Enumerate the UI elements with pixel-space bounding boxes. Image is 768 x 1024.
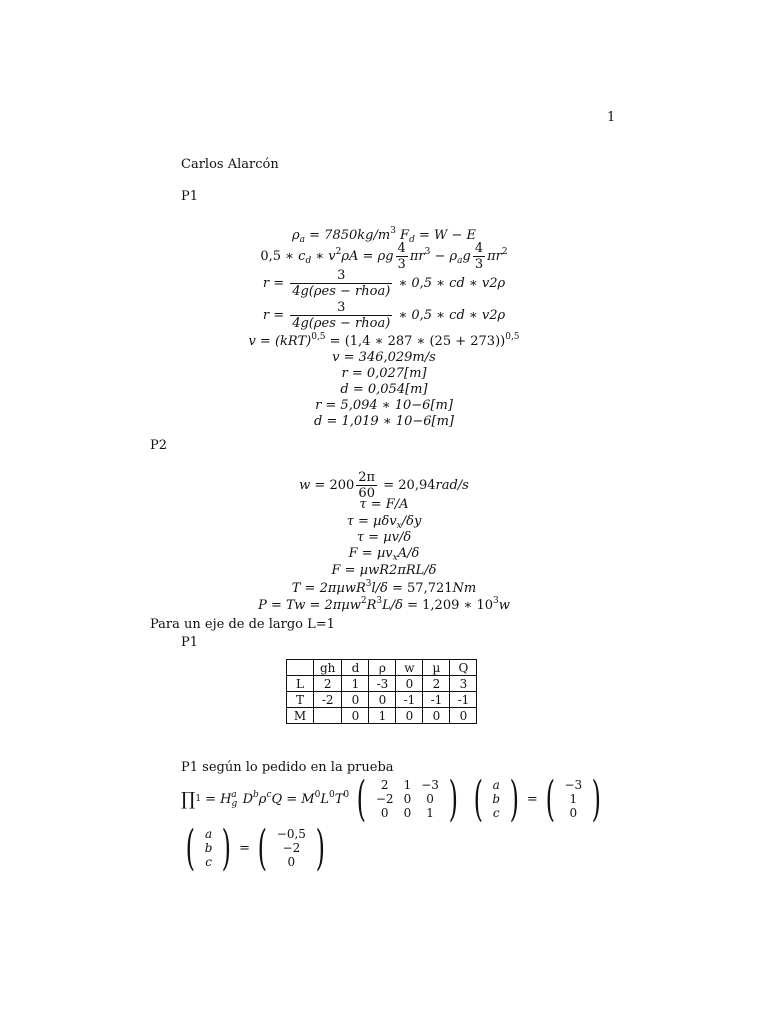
table-row [287,676,477,692]
table-row [287,692,477,708]
vector-cell: 0 [569,806,578,820]
equation-torque: T = 2πµwR$^3$l/δ = 57,721Nm [291,579,477,596]
table-cell [314,708,342,724]
table-cell: -1 [423,692,450,708]
matrix-cell: 0 [403,806,412,820]
equation-force-balance: 0,5 ∗ $c_d$ ∗ $v^2\rho A = \rho g$ $\frac{4}{3}$ $\pi r^3 - \rho_ag$ $\frac{4}{3}$ $\pi r^2$ [260,241,508,272]
table-header-cell: d [342,660,369,676]
vector-cell: 0 [287,855,296,869]
radius-tail: ∗ 0,5 ∗ cd ∗ v2ρ [398,308,506,323]
table-header-cell: w [396,660,423,676]
solution-vector: ( −0,5 −2 0 ) [257,820,325,876]
pi-lhs: = $H_g^a$ $D^b\rho^cQ = M^0L^0T^0$ [205,789,350,809]
equation-shear-2: τ = µδv$_x$/δy [346,514,422,531]
matrix-cell: 0 [403,792,412,806]
table-cell: 0 [396,708,423,724]
table-cell: 0 [450,708,477,724]
vector-cell: b [204,841,213,855]
vector-cell: 1 [569,792,578,806]
table-cell: 0 [342,708,369,724]
dimensional-table [286,659,477,724]
vector-cell: −3 [564,778,583,792]
equation-shear-1: τ = F/A [359,497,409,512]
vector-cell: −2 [282,841,301,855]
table-cell: 0 [423,708,450,724]
vector-cell: c [205,855,212,869]
radius-fraction-denominator: 4g(ρes − rhoa) [292,316,391,331]
table-row [287,708,477,724]
equation-result-2: d = 0,054[m] [340,382,428,397]
matrix-cell: 1 [426,806,434,820]
equation-result-3: r = 5,094 ∗ 10−6[m] [315,398,453,413]
matrix-cell: 2 [380,778,389,792]
equation-power: $P = Tw = 2\pi\mu w^2R^3L/\delta = 1,209$ ∗ $10^3w$ [258,596,510,613]
author-name: Carlos Alarcón [181,157,279,172]
equation-result-1: r = 0,027[m] [341,366,427,381]
paragraph-shaft-length: Para un eje de de largo L=1 [150,617,335,632]
table-cell: T [287,692,314,708]
matrix-cell: −2 [375,792,394,806]
table-cell: 1 [342,676,369,692]
pi-group-equation: ∏ 1 = $H_g^a$ $D^b\rho^cQ = M^0L^0T^0$ ( 2 1 −3 −2 0 0 0 0 1 ) ( a b c ) = ( −3 1 0 ) [181,775,609,823]
unknown-vector: ( a b c ) [185,820,232,876]
vector-cell: c [492,806,500,820]
section-heading-p1-dimensional: P1 [181,635,199,650]
table-header-cell: gh [314,660,342,676]
section-heading-p1: P1 [181,189,199,204]
equation-radius-2: r = $\frac{3}{\text{4g(ρes − rhoa)}}$ ∗ 0,5 ∗ cd ∗ v2ρ [262,300,506,331]
equation-velocity: v = (kRT)$^{0,5}$ = (1,4 ∗ 287 ∗ (25 + 273))$^{0,5}$ [248,332,520,349]
matrix-cell: −3 [421,778,439,792]
equation-radius-1: r = $\frac{3}{\text{4g(ρes − rhoa)}}$ ∗ 0,5 ∗ cd ∗ v2ρ [262,268,506,299]
equation-density: $\rho_a = 7850kg/m^3$ $F_d = W - E$ [291,226,477,245]
solution-equation: ( a b c ) = ( −0,5 −2 0 ) [181,824,333,872]
radius-fraction-numerator: 3 [290,300,392,316]
section-heading-p1-test: P1 según lo pedido en la prueba [181,760,394,775]
equation-result-4: d = 1,019 ∗ 10−6[m] [314,414,454,429]
table-header-cell [287,660,314,676]
matrix-cell: 0 [426,792,434,806]
radius-fraction-denominator: 4g(ρes − rhoa) [292,284,391,299]
table-cell: 2 [423,676,450,692]
table-cell: -3 [369,676,396,692]
table-header-cell: Q [450,660,477,676]
table-cell: 0 [342,692,369,708]
table-cell: -2 [314,692,342,708]
matrix-cell: 1 [403,778,412,792]
equation-shear-3: τ = µv/δ [356,530,412,545]
vector-cell: −0,5 [276,827,306,841]
rhs-vector: ( −3 1 0 ) [545,771,602,827]
table-cell: 3 [450,676,477,692]
table-header-row [287,660,477,676]
table-cell: -1 [450,692,477,708]
table-header-cell: ρ [369,660,396,676]
omega-fraction-numerator: 2π [358,470,376,485]
equation-force-1: F = µv$_x$A/δ [348,546,420,563]
table-cell: 1 [369,708,396,724]
vector-cell: a [205,827,213,841]
table-cell: -1 [396,692,423,708]
table-cell: L [287,676,314,692]
product-symbol: ∏ [181,788,196,810]
vector-cell: a [492,778,500,792]
table-cell: 0 [369,692,396,708]
table-cell: 0 [396,676,423,692]
section-heading-p2: P2 [150,438,168,453]
equation-velocity-value: v = 346,029m/s [332,350,436,365]
omega-fraction-denominator: 60 [358,486,375,501]
radius-tail: ∗ 0,5 ∗ cd ∗ v2ρ [398,276,506,291]
page-number: 1 [607,110,616,125]
table-header-cell: µ [423,660,450,676]
coefficient-matrix: ( 2 1 −3 −2 0 0 0 0 1 ) [356,771,458,827]
equation-angular-velocity: w = 200 $\frac{2\pi}{60}$ = 20,94rad/s [299,470,469,501]
equation-force-2: F = µwR2πRL/δ [331,563,437,578]
vector-cell: b [492,792,501,806]
matrix-cell: 0 [380,806,389,820]
radius-fraction-numerator: 3 [290,268,392,284]
table-cell: M [287,708,314,724]
table-cell: 2 [314,676,342,692]
unknown-vector: ( a b c ) [473,771,520,827]
